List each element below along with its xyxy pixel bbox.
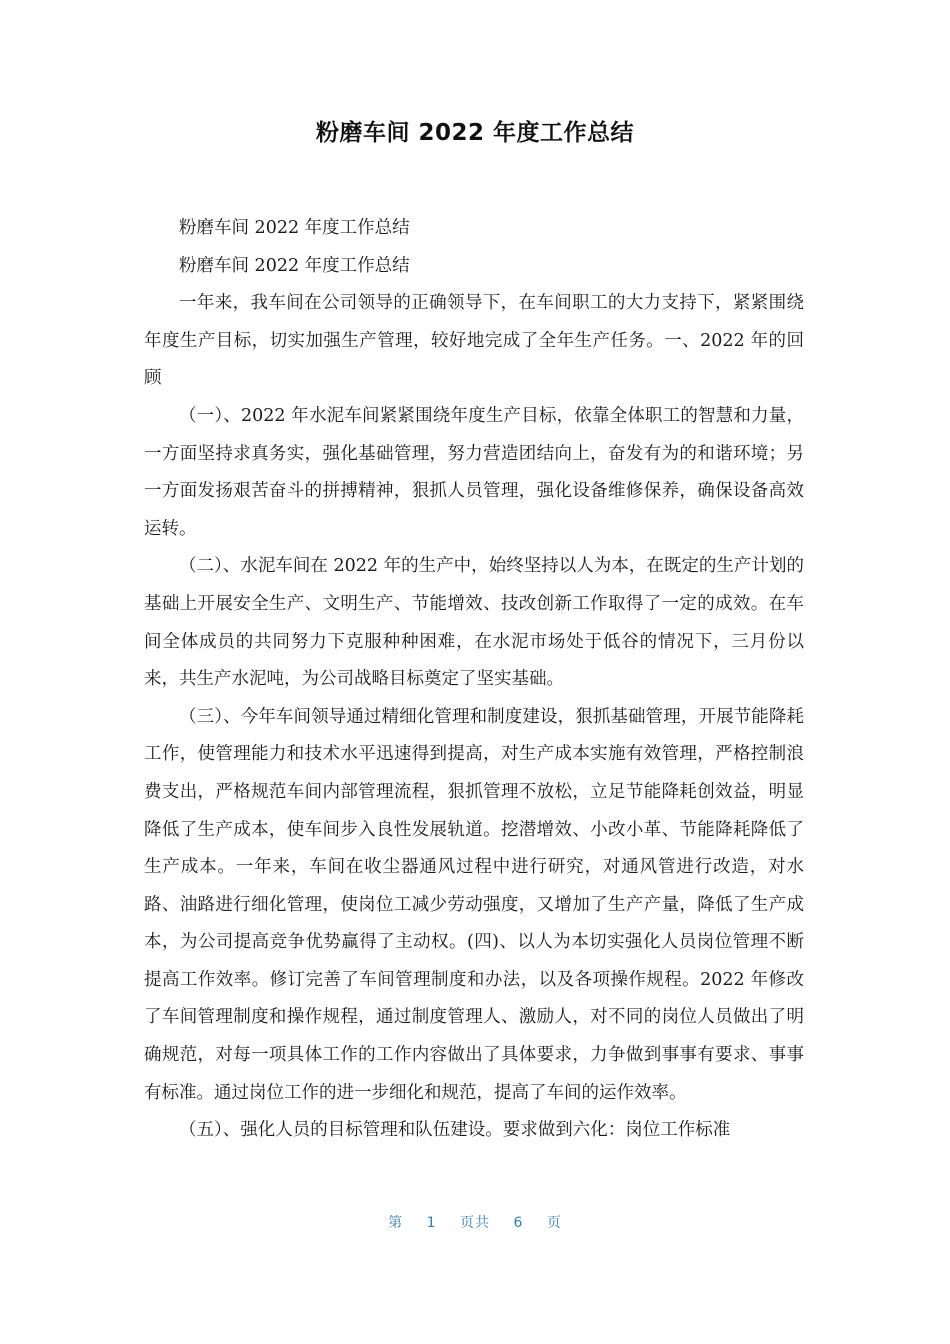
paragraph-section-5: （五）、强化人员的目标管理和队伍建设。要求做到六化：岗位工作标准	[179, 1120, 731, 1141]
paragraph-section-2: （二）、水泥车间在 2022 年的生产中，始终坚持以人为本，在既定的生产计划的基础上开展安全生产、文明生产、节能增效、技改创新工作取得了一定的成效。在车间全体成员的共同努力下克服种种困难，在水泥市场处于低谷的情况下，三月份以来，共生产水泥吨，为公司战略目标奠定了坚实基础。	[144, 556, 804, 690]
document-title: 粉磨车间 2022 年度工作总结	[315, 120, 635, 146]
page-footer	[0, 1212, 950, 1232]
paragraph-section-3: （三）、今年车间领导通过精细化管理和制度建设，狠抓基础管理，开展节能降耗工作，使管理能力和技术水平迅速得到提高，对生产成本实施有效管理，严格控制浪费支出，严格规范车间内部管理流程，狠抓管理不放松，立足节能降耗创效益，明显降低了生产成本，使车间步入良性发展轨道。挖潜增效、小改小革、节能降耗降低了生产成本。一年来，车间在收尘器通风过程中进行研究，对通风管进行改造，对水路、油路进行细化管理，使岗位工减少劳动强度，又增加了生产产量，降低了生产成本，为公司提高竞争优势赢得了主动权。(四)、以人为本切实强化人员岗位管理不断提高工作效率。修订完善了车间管理制度和办法，以及各项操作规程。2022 年修改了车间管理制度和操作规程，通过制度管理人、激励人，对不同的岗位人员做出了明确规范，对每一项具体工作的工作内容做出了具体要求，力争做到事事有要求、事事有标准。通过岗位工作的进一步细化和规范，提高了车间的运作效率。	[144, 706, 804, 1103]
paragraph-heading-2: 粉磨车间 2022 年度工作总结	[179, 255, 410, 276]
paragraph-heading-1: 粉磨车间 2022 年度工作总结	[179, 218, 410, 238]
footer-ye: 页	[546, 1215, 562, 1231]
footer-di: 第	[388, 1215, 404, 1231]
document-body	[144, 210, 804, 1150]
footer-total-pages: 6	[513, 1215, 524, 1231]
paragraph-intro: 一年来，我车间在公司领导的正确领导下，在车间职工的大力支持下，紧紧围绕年度生产目标，切实加强生产管理，较好地完成了全年生产任务。一、2022 年的回顾	[144, 293, 804, 389]
paragraph-section-1: （一）、2022 年水泥车间紧紧围绕年度生产目标，依靠全体职工的智慧和力量，一方面坚持求真务实，强化基础管理，努力营造团结向上，奋发有为的和谐环境；另一方面发扬艰苦奋斗的拼搏精神，狠抓人员管理，强化设备维修保养，确保设备高效运转。	[144, 405, 804, 539]
footer-page-number: 1	[426, 1215, 437, 1231]
footer-ye-gong: 页共	[460, 1215, 490, 1231]
